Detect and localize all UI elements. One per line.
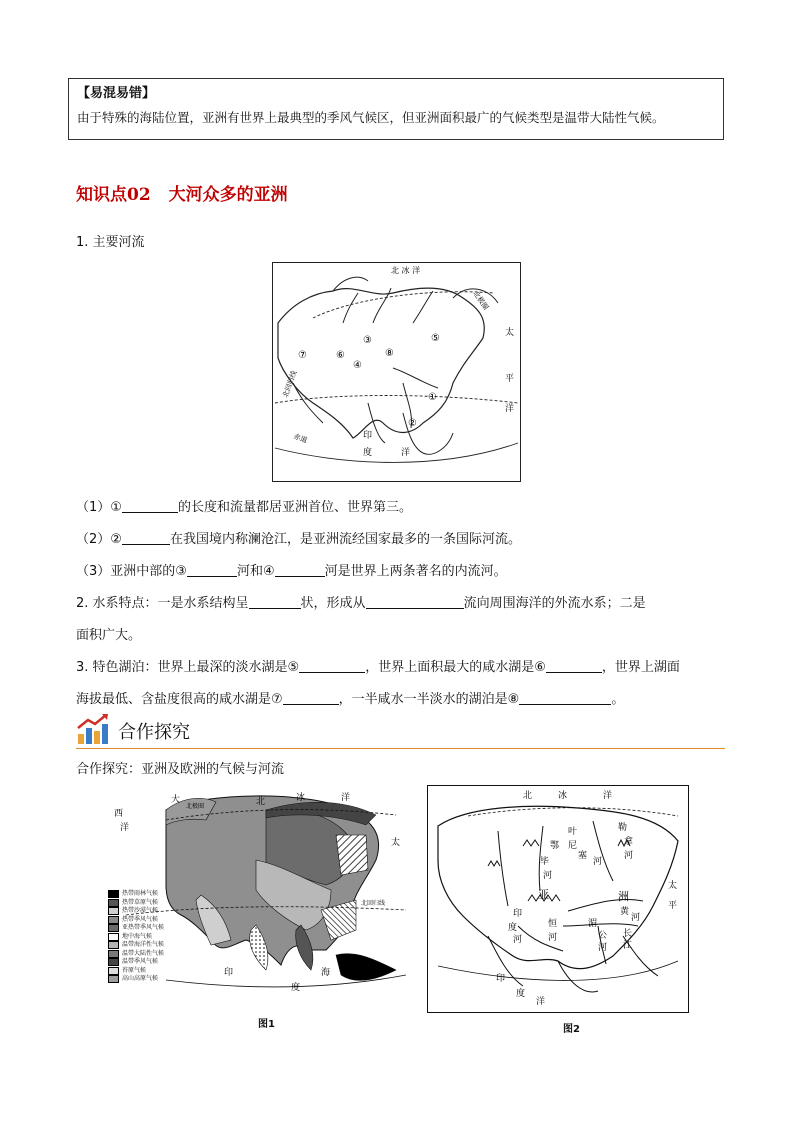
legend-swatch (108, 958, 119, 966)
map1-label-arctic-circle: 北极圈 (471, 289, 490, 312)
question-3 (76, 562, 507, 582)
fig2-label-north: 北 (523, 791, 533, 801)
legend-item (108, 941, 218, 950)
legend-label: 地中海气候 (122, 932, 153, 940)
fig2-label-bi: 毕 (540, 857, 550, 867)
answer-blank[interactable] (299, 658, 365, 673)
fig2-label-ya: 亚 (538, 888, 549, 901)
legend-label: 苔原气候 (122, 966, 147, 974)
legend-swatch (108, 933, 119, 941)
map1-label-pacific-2: 平 (505, 374, 515, 384)
fig2-label-he1: 河 (593, 857, 603, 867)
fig2-label-yin-he: 印 (513, 909, 523, 919)
figure-2-caption: 图2 (563, 1024, 580, 1035)
asia-rivers-map-svg (273, 263, 520, 481)
explore-title: 合作探究：亚洲及欧洲的气候与河流 (76, 762, 285, 777)
question-5 (76, 658, 680, 678)
question-2-suffix: 在我国境内称澜沧江，是亚洲流经国家最多的一条国际河流。 (169, 532, 521, 547)
fig2-label-he7: 河 (598, 943, 608, 953)
knowledge-point-number: 知识点02 (76, 185, 151, 205)
map1-label-pacific-1: 太 (505, 328, 515, 338)
map1-label-indian-1: 印 (363, 431, 373, 441)
question-1 (76, 498, 412, 518)
fig2-label-he6: 河 (548, 933, 558, 943)
fig1-label-arctic-circle: 北极圈 (186, 803, 205, 810)
fig2-label-le: 勒 (618, 823, 628, 833)
legend-swatch (108, 941, 119, 949)
map1-label-equator: 赤道 (292, 432, 309, 445)
answer-blank[interactable] (187, 562, 237, 577)
figure-1-climate-map (106, 790, 416, 995)
fig2-label-ping: 平 (668, 901, 678, 911)
question-4-suffix: 流向周围海洋的外流水系；二是 (463, 596, 646, 611)
fig1-label-da: 大 (171, 795, 181, 805)
question-5-line2-suffix: 。 (611, 692, 625, 707)
legend-label: 温带海洋性气候 (122, 941, 165, 949)
figure-1-caption: 图1 (258, 1019, 275, 1030)
question-5-line2-prefix: 海拔最低、含盐度很高的咸水湖是⑦ (76, 692, 283, 707)
fig2-label-chang: 长 (623, 929, 633, 939)
map1-label-tropic: 北回归线 (281, 369, 299, 399)
question-4 (76, 594, 646, 614)
question-5-line2 (76, 690, 624, 710)
fig1-label-tropic: 北回归线 (361, 900, 386, 907)
knowledge-point-heading (76, 180, 306, 205)
fig1-label-north: 北 (256, 797, 266, 807)
fig1-legend-list (108, 890, 218, 984)
map1-label-n6: ⑥ (336, 350, 345, 361)
question-1-prefix: （1）① (76, 500, 122, 515)
figure-2-rivers-map (427, 785, 689, 1013)
legend-label: 高山高原气候 (122, 975, 159, 983)
legend-label: 温带大陆性气候 (122, 949, 165, 957)
legend-swatch (108, 975, 119, 983)
legend-label: 热带季风气候 (122, 915, 159, 923)
question-4-mid: 状，形成从 (300, 596, 366, 611)
question-3-suffix: 河是世界上两条著名的内流河。 (324, 564, 507, 579)
legend-label: 热带草原气候 (122, 898, 159, 906)
fig1-label-hai: 海 (321, 968, 331, 978)
section-divider (76, 748, 725, 749)
answer-blank[interactable] (283, 690, 339, 705)
tip-box (68, 78, 724, 140)
question-5-prefix: 3. 特色湖泊：世界上最深的淡水湖是⑤ (76, 660, 300, 675)
answer-blank[interactable] (366, 594, 464, 609)
fig2-label-e: 鄂 (550, 841, 560, 851)
fig2-label-gong: 公 (598, 931, 608, 941)
fig2-label-bing: 冰 (558, 791, 568, 801)
question-2 (76, 530, 521, 550)
map1-label-indian-2: 度 (363, 448, 373, 458)
question-5-line2-mid: ，一半咸水一半淡水的湖泊是⑧ (338, 692, 520, 707)
fig2-label-he2: 河 (624, 851, 634, 861)
tip-box-content: 由于特殊的海陆位置，亚洲有世界上最典型的季风气候区，但亚洲面积最广的气候类型是温带大陆性气候。 (77, 110, 665, 125)
legend-item (108, 907, 218, 916)
fig2-label-du-he: 度 (508, 923, 518, 933)
question-5-mid1: ，世界上面积最大的咸水湖是⑥ (365, 660, 546, 675)
legend-swatch (108, 899, 119, 907)
answer-blank[interactable] (519, 690, 611, 705)
fig1-label-tai: 太 (391, 838, 401, 848)
fig2-label-tai: 太 (668, 881, 678, 891)
fig1-legend (108, 890, 218, 984)
question-5-mid2: ，世界上湖面 (601, 660, 680, 675)
legend-swatch (108, 950, 119, 958)
map1-label-n1: ① (428, 392, 437, 403)
legend-item (108, 958, 218, 967)
fig2-label-yang: 洋 (603, 791, 613, 801)
fig1-label-yang: 洋 (341, 793, 351, 803)
legend-swatch (108, 890, 119, 898)
fig2-label-du: 度 (516, 989, 526, 999)
answer-blank[interactable] (546, 658, 602, 673)
map1-label-n7: ⑦ (298, 350, 307, 361)
fig1-label-yin: 印 (224, 968, 234, 978)
fig2-label-he4: 河 (631, 913, 641, 923)
legend-item (108, 933, 218, 942)
fig2-label-mei: 湄 (588, 919, 598, 929)
legend-item (108, 916, 218, 925)
fig2-label-heng: 恒 (548, 919, 558, 929)
fig1-label-west: 西 (114, 809, 124, 819)
fig1-label-bing: 冰 (296, 793, 306, 803)
question-3-prefix: （3）亚洲中部的③ (76, 564, 187, 579)
legend-item (108, 890, 218, 899)
fig2-label-he3: 河 (543, 871, 553, 881)
answer-blank[interactable] (275, 562, 325, 577)
fig2-label-ni: 尼 (568, 841, 578, 851)
section-title: 合作探究 (118, 722, 190, 743)
item1-title: 1. 主要河流 (76, 235, 145, 250)
legend-label: 温带季风气候 (122, 958, 159, 966)
question-4-prefix: 2. 水系特点：一是水系结构呈 (76, 596, 249, 611)
map1-label-n2: ② (408, 418, 417, 429)
fig2-label-jiang: 江 (623, 941, 633, 951)
legend-swatch (108, 924, 119, 932)
fig2-label-sai: 塞 (578, 851, 588, 861)
legend-item (108, 950, 218, 959)
question-3-mid: 河和④ (236, 564, 275, 579)
legend-label: 热带雨林气候 (122, 890, 159, 898)
map1-label-pacific-3: 洋 (505, 404, 515, 414)
chart-growth-icon (76, 712, 110, 746)
answer-blank[interactable] (122, 498, 178, 513)
fig2-label-ye: 叶 (568, 827, 578, 837)
map1-label-n4: ④ (353, 360, 362, 371)
legend-label: 热带沙漠气候 (122, 907, 159, 915)
answer-blank[interactable] (249, 594, 301, 609)
legend-swatch (108, 967, 119, 975)
fig2-label-yang2: 洋 (536, 997, 546, 1007)
legend-label: 亚热带季风气候 (122, 924, 165, 932)
knowledge-point-title: 大河众多的亚洲 (168, 185, 288, 205)
figure-2-svg (428, 786, 687, 1011)
question-1-suffix: 的长度和流量都居亚洲首位、世界第三。 (177, 500, 412, 515)
map1-label-arctic: 北 冰 洋 (391, 266, 421, 275)
asia-rivers-map (272, 262, 521, 482)
answer-blank[interactable] (122, 530, 170, 545)
fig2-label-huang: 黄 (620, 907, 630, 917)
map1-label-indian-3: 洋 (401, 448, 411, 458)
fig2-label-he5: 河 (513, 935, 523, 945)
question-4-line2: 面积广大。 (76, 628, 142, 643)
legend-item (108, 975, 218, 984)
question-2-prefix: （2）② (76, 532, 122, 547)
map1-label-n8: ⑧ (385, 348, 394, 359)
legend-item (108, 924, 218, 933)
tip-box-title: 【易混易错】 (77, 86, 156, 101)
fig2-label-zhou: 洲 (618, 890, 629, 903)
fig1-label-ocean: 洋 (120, 823, 130, 833)
map1-label-n5: ⑤ (431, 333, 440, 344)
legend-swatch (108, 907, 119, 915)
legend-swatch (108, 916, 119, 924)
fig2-label-yin: 印 (496, 974, 506, 984)
legend-item (108, 899, 218, 908)
fig1-label-du: 度 (291, 983, 301, 993)
fig2-label-na: 拿 (624, 837, 634, 847)
legend-item (108, 967, 218, 976)
map1-label-n3: ③ (363, 335, 372, 346)
